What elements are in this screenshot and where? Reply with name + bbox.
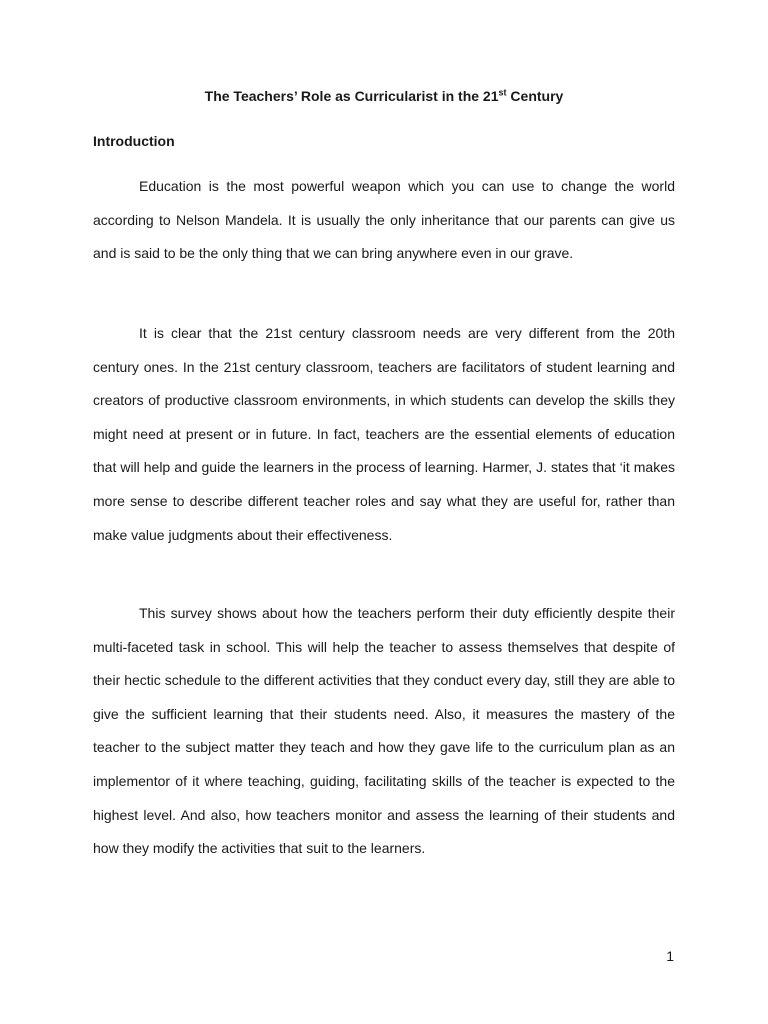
title-main: The Teachers’ Role as Curricularist in the 21	[204, 88, 499, 104]
document-title	[93, 86, 675, 106]
paragraph-1: Education is the most powerful weapon which you can use to change the world according to Nelson Mandela. It is usually the only inheritance that our parents can give us and is said to be the only thing that we can bring anywhere even in our grave.	[93, 178, 675, 262]
page-number: 1	[666, 948, 674, 964]
title-superscript: st	[498, 87, 507, 98]
paragraph-2: It is clear that the 21st century classroom needs are very different from the 20th century ones. In the 21st century classroom, teachers are facilitators of student learning and creators of productive classroom environments, in which students can develop the skills they might need at present or in future. In fact, teachers are the essential elements of education that will help and guide the learners in the process of learning. Harmer, J. states that ‘it makes more sense to describe different teacher roles and say what they are useful for, rather than make value judgments about their effectiveness.	[93, 325, 675, 543]
section-heading: Introduction	[93, 133, 175, 149]
paragraph-3: This survey shows about how the teachers perform their duty efficiently despite their multi-faceted task in school. This will help the teacher to assess themselves that despite of their hectic schedule to the different activities that they conduct every day, still they are able to give the sufficient learning that their students need. Also, it measures the mastery of the teacher to the subject matter they teach and how they gave life to the curriculum plan as an implementor of it where teaching, guiding, facilitating skills of the teacher is expected to the highest level. And also, how teachers monitor and assess the learning of their students and how they modify the activities that suit to the learners.	[93, 605, 675, 857]
title-tail: Century	[506, 88, 564, 104]
